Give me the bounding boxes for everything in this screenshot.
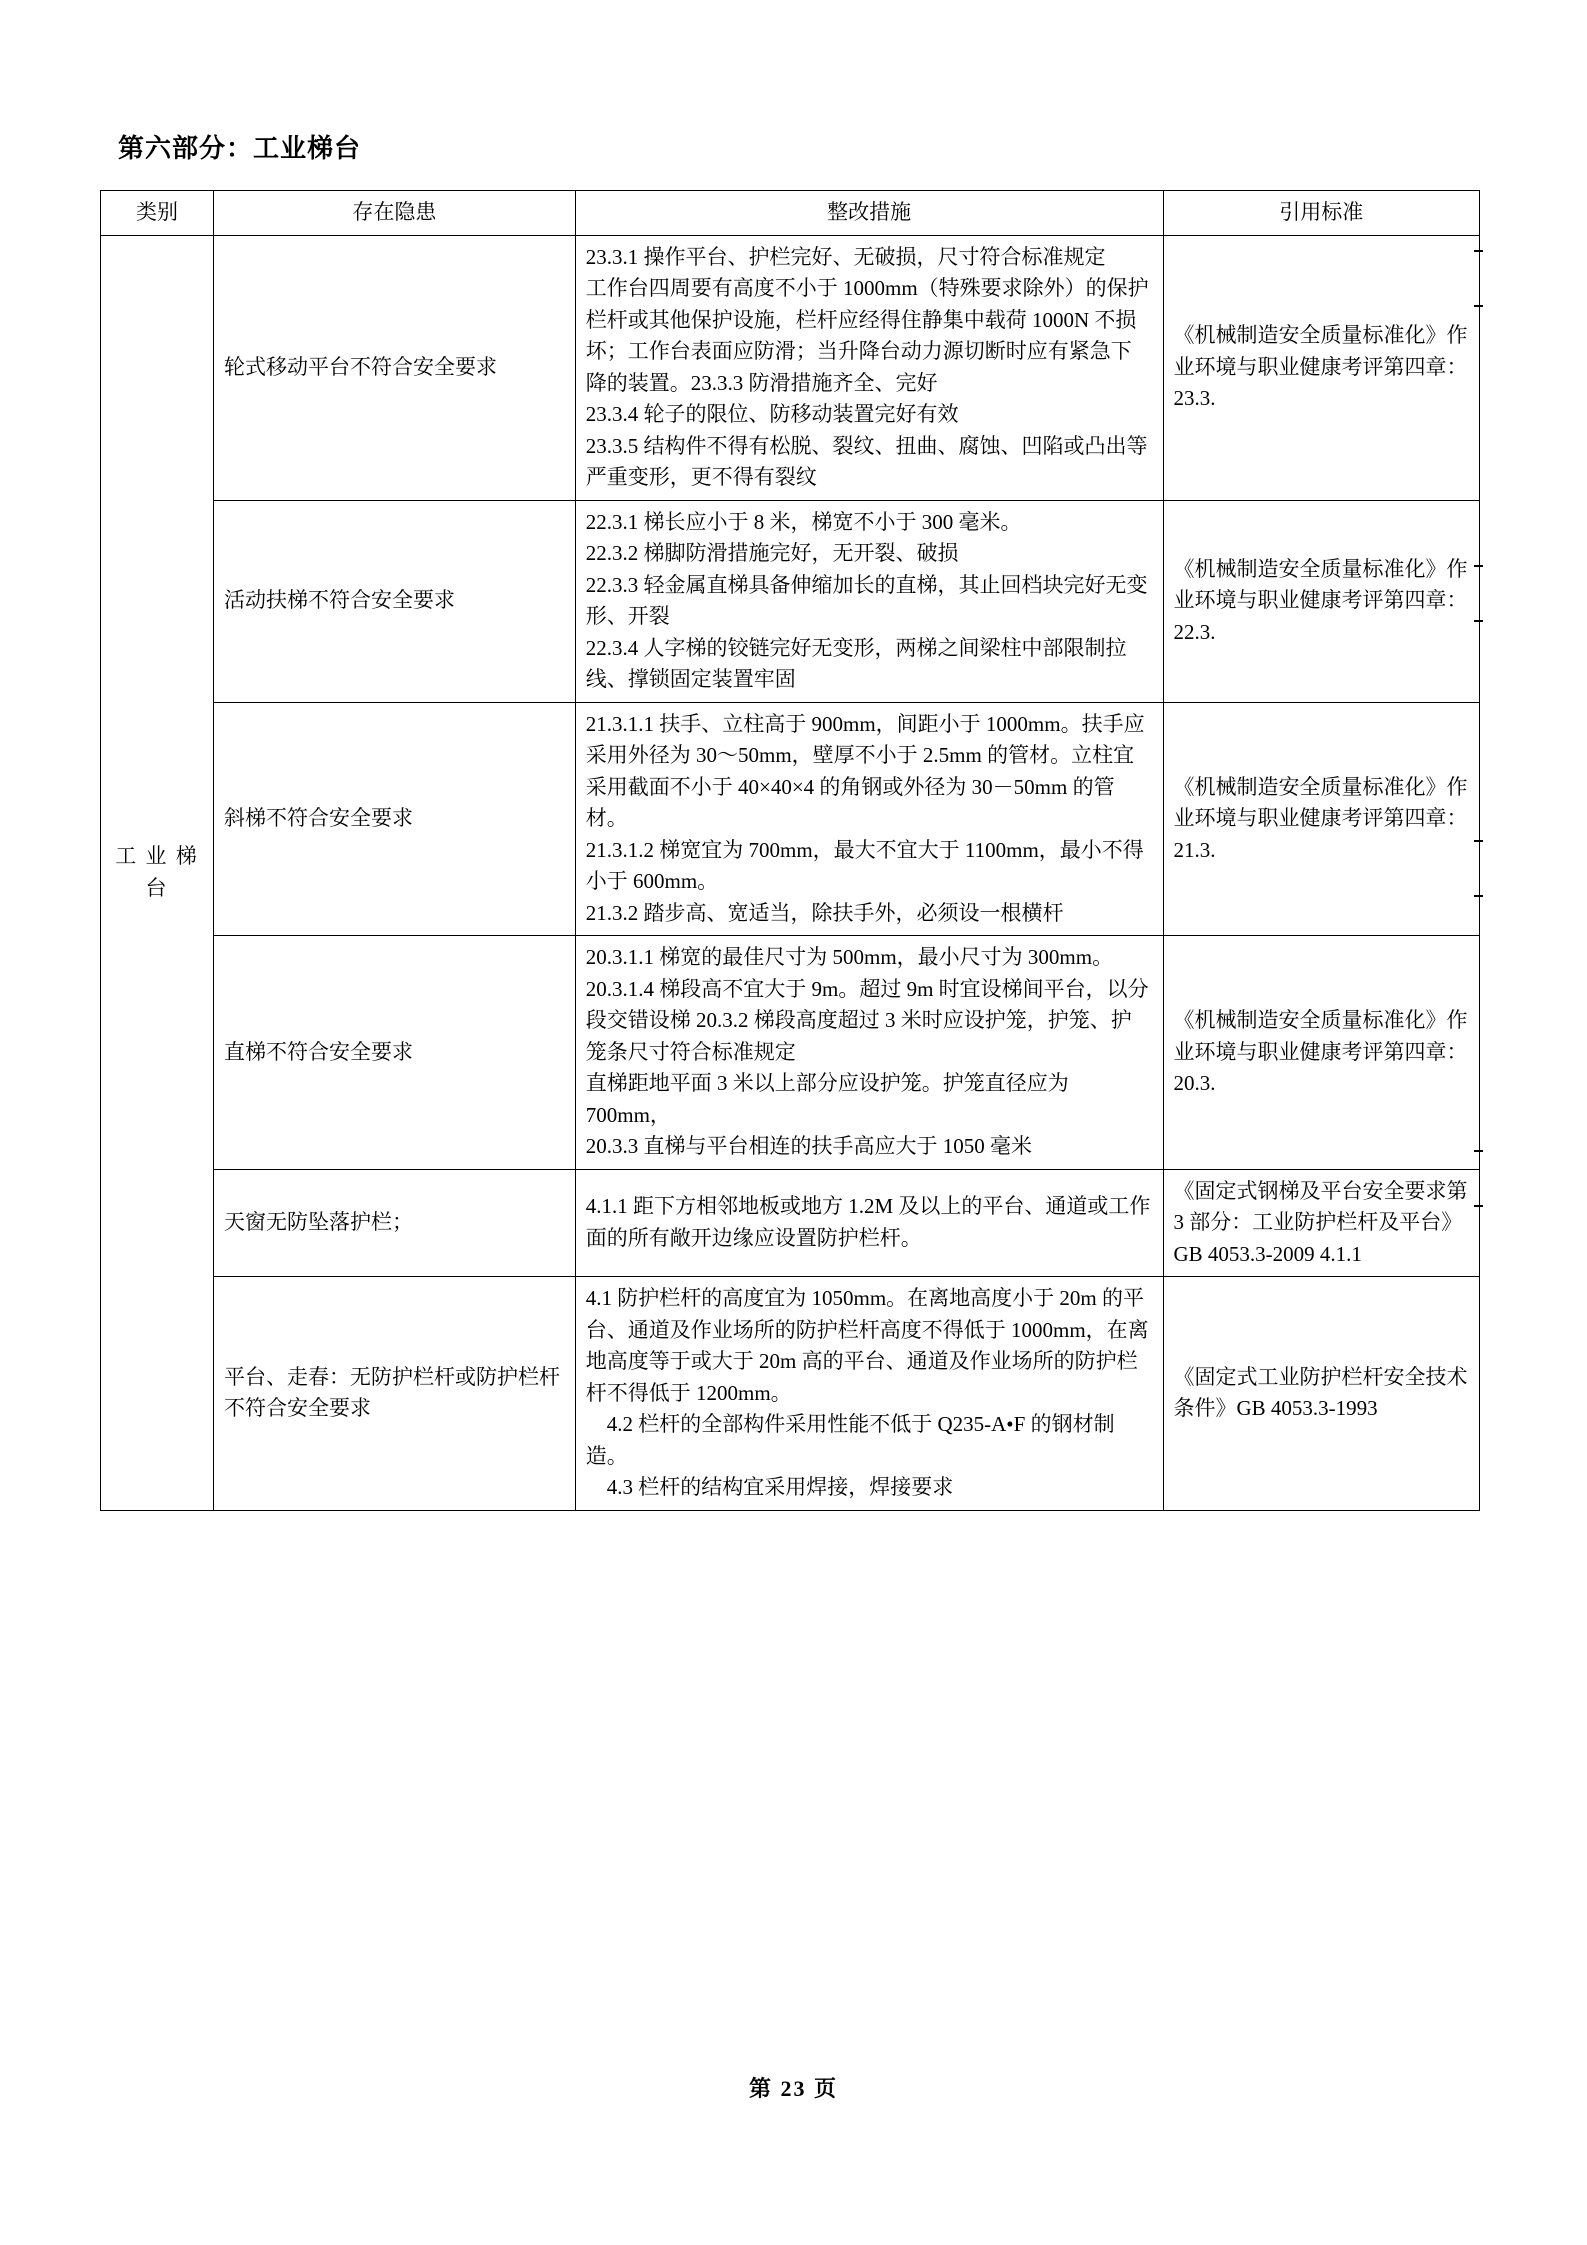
measure-line: 22.3.2 梯脚防滑措施完好，无开裂、破损: [585, 541, 959, 565]
measure-line: 22.3.1 梯长应小于 8 米，梯宽不小于 300 毫米。: [585, 509, 1022, 534]
measure-line: 21.3.1.2 梯宽宜为 700mm，最大不宜大于 1100mm，最小不得小于 600mm。: [585, 837, 1144, 893]
measure-line: 22.3.4 人字梯的铰链完好无变形，两梯之间梁柱中部限制拉线、撑锁固定装置牢固: [585, 635, 1127, 691]
header-hazard: 存在隐患: [214, 191, 576, 236]
measure-line: 21.3.2 踏步高、宽适当，除扶手外，必须设一根横杆: [585, 900, 1064, 925]
hazard-table: [100, 190, 1480, 1511]
standard-cell: 《机械制造安全质量标准化》作业环境与职业健康考评第四章：23.3.: [1163, 235, 1480, 500]
measure-line: 20.3.3 直梯与平台相连的扶手高应大于 1050 毫米: [585, 1134, 1032, 1158]
measure-line: 22.3.3 轻金属直梯具备伸缩加长的直梯，其止回档块完好无变形、开裂: [585, 572, 1148, 628]
measure-cell: [575, 1277, 1163, 1511]
measure-line: 直梯距地平面 3 米以上部分应设护笼。护笼直径应为 700mm，: [585, 1071, 1069, 1127]
measure-cell: [575, 500, 1163, 702]
measure-cell: [575, 235, 1163, 500]
standard-cell: 《机械制造安全质量标准化》作业环境与职业健康考评第四章：20.3.: [1163, 936, 1480, 1170]
hazard-cell: 直梯不符合安全要求: [214, 936, 576, 1170]
measure-line: 4.1 防护栏杆的高度宜为 1050mm。在离地高度小于 20m 的平台、通道及作业场所的防护栏杆高度不得低于 1000mm，在离地高度等于或大于 20m 高的平台、通道及作业场所的防护栏杆不得低于 1200mm。: [585, 1286, 1149, 1405]
hazard-cell: 轮式移动平台不符合安全要求: [214, 235, 576, 500]
table-body: [101, 235, 1480, 1510]
measure-line: 20.3.1.1 梯宽的最佳尺寸为 500mm，最小尺寸为 300mm。: [585, 945, 1114, 969]
measure-line: 23.3.1 操作平台、护栏完好、无破损，尺寸符合标准规定: [585, 244, 1106, 269]
measure-line: 4.1.1 距下方相邻地板或地方 1.2M 及以上的平台、通道或工作面的所有敞开边缘应设置防护栏杆。: [585, 1194, 1151, 1250]
measure-line: 20.3.1.4 梯段高不宜大于 9m。超过 9m 时宜设梯间平台，以分段交错设梯 20.3.2 梯段高度超过 3 米时应设护笼，护笼、护笼条尺寸符合标准规定: [585, 976, 1149, 1064]
category-label: 工 业 梯 台: [115, 844, 199, 900]
measure-line: 4.2 栏杆的全部构件采用性能不低于 Q235-A•F 的钢材制造。: [585, 1412, 1115, 1468]
margin-tick-marks: [1474, 190, 1490, 2050]
standard-cell: 《机械制造安全质量标准化》作业环境与职业健康考评第四章：21.3.: [1163, 702, 1480, 936]
hazard-cell: 活动扶梯不符合安全要求: [214, 500, 576, 702]
table-row: [101, 1277, 1480, 1511]
page-footer: 第 23 页: [748, 2076, 838, 2101]
hazard-cell: 平台、走春：无防护栏杆或防护栏杆不符合安全要求: [214, 1277, 576, 1511]
table-row: [101, 500, 1480, 702]
table-row: [101, 235, 1480, 500]
standard-cell: 《固定式钢梯及平台安全要求第 3 部分：工业防护栏杆及平台》GB 4053.3-2009 4.1.1: [1163, 1169, 1480, 1277]
measure-line: 23.3.4 轮子的限位、防移动装置完好有效: [585, 402, 959, 426]
measure-line: 21.3.1.1 扶手、立柱高于 900mm，间距小于 1000mm。扶手应采用外径为 30～50mm，壁厚不小于 2.5mm 的管材。立柱宜采用截面不小于 40×40×4 的角钢或外径为 30－50mm 的管材。: [585, 711, 1145, 830]
page-title: 第六部分：工业梯台: [118, 134, 362, 163]
standard-cell: 《机械制造安全质量标准化》作业环境与职业健康考评第四章：22.3.: [1163, 500, 1480, 702]
measure-cell: [575, 1169, 1163, 1277]
header-measure: 整改措施: [575, 191, 1163, 236]
table-row: [101, 702, 1480, 936]
measure-line: 23.3.5 结构件不得有松脱、裂纹、扭曲、腐蚀、凹陷或凸出等严重变形，更不得有裂纹: [585, 433, 1148, 489]
header-category: 类别: [101, 191, 214, 236]
measure-cell: [575, 702, 1163, 936]
standard-cell: 《固定式工业防护栏杆安全技术条件》GB 4053.3-1993: [1163, 1277, 1480, 1511]
category-cell: [101, 235, 214, 1510]
table-header: [101, 191, 1480, 236]
table-row: [101, 1169, 1480, 1277]
table-header-row: [101, 191, 1480, 236]
measure-line: 4.3 栏杆的结构宜采用焊接，焊接要求: [585, 1475, 954, 1499]
measure-cell: [575, 936, 1163, 1170]
hazard-cell: 天窗无防坠落护栏；: [214, 1169, 576, 1277]
table-row: [101, 936, 1480, 1170]
hazard-cell: 斜梯不符合安全要求: [214, 702, 576, 936]
measure-line: 工作台四周要有高度不小于 1000mm（特殊要求除外）的保护栏杆或其他保护设施，栏杆应经得住静集中载荷 1000N 不损坏；工作台表面应防滑；当升降台动力源切断时应有紧急下降的装置。23.3.3 防滑措施齐全、完好: [585, 276, 1149, 395]
header-standard: 引用标准: [1163, 191, 1480, 236]
